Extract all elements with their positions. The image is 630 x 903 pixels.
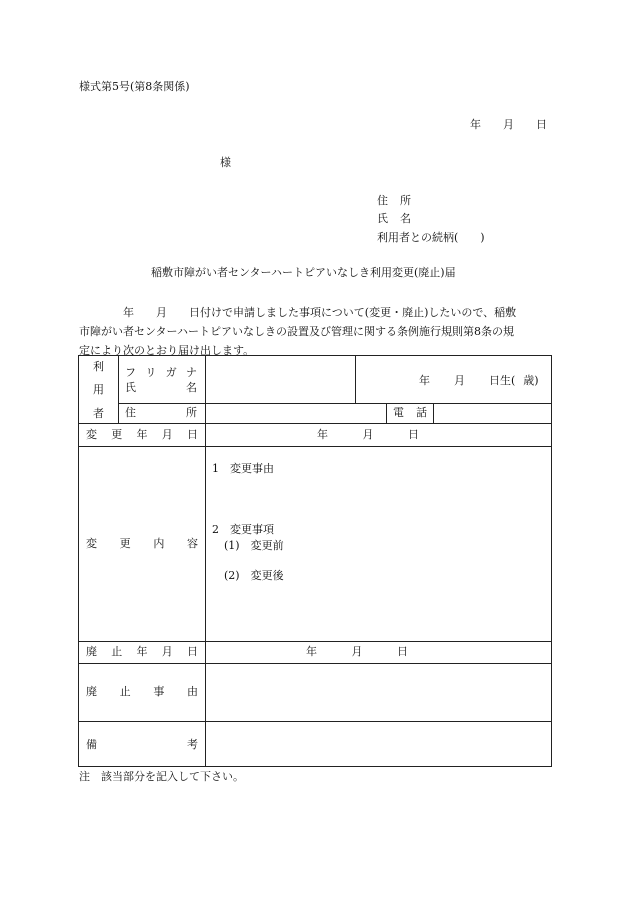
change-date-value[interactable]: 年 月 日 [317, 428, 419, 441]
date-month: 月 [503, 118, 514, 131]
change-reason-item: 1 変更事由 [212, 462, 274, 475]
user-label-char-3: 者 [93, 407, 104, 420]
recipient-suffix: 様 [220, 156, 231, 169]
abolish-date-value[interactable]: 年 月 日 [306, 645, 408, 658]
change-after-item: (2) 変更後 [224, 569, 284, 582]
form-number: 様式第5号(第8条関係) [79, 80, 190, 93]
date-day: 日 [536, 118, 547, 131]
date-year: 年 [470, 118, 481, 131]
abolish-reason-input[interactable] [206, 665, 551, 720]
change-matters-item: 2 変更事項 [212, 523, 274, 536]
user-label-char-1: 利 [93, 360, 104, 373]
document-title: 稲敷市障がい者センターハートピアいなしき利用変更(廃止)届 [151, 266, 456, 279]
furigana-label: フ リ ガ ナ [125, 366, 197, 379]
birth-date: 年 月 日生( 歳) [419, 374, 539, 387]
abolish-date-label: 廃 止 年 月 日 [86, 645, 198, 658]
footnote: 注 該当部分を記入して下さい。 [79, 770, 244, 783]
name-label: 氏 名 [125, 381, 197, 394]
abolish-reason-label: 廃 止 事 由 [86, 685, 198, 698]
address-label: 住 所 [125, 406, 197, 419]
body-paragraph: 年 月 日付けで申請しました事項について(変更・廃止)したいので、稲敷 市障がい者センターハートピアいなしきの設置及び管理に関する条例施行規則第8条の規 定により次のとおり届け出します。 [79, 306, 517, 357]
applicant-relation-label: 利用者との続柄( ) [377, 231, 485, 244]
name-input[interactable] [206, 358, 354, 402]
phone-label: 電 話 [393, 406, 427, 419]
phone-input[interactable] [434, 404, 551, 422]
remarks-label: 備 考 [86, 738, 198, 751]
change-date-label: 変 更 年 月 日 [86, 428, 198, 441]
remarks-input[interactable] [206, 723, 551, 766]
address-input[interactable] [206, 404, 385, 422]
change-before-item: (1) 変更前 [224, 539, 284, 552]
applicant-name-label: 氏 名 [377, 212, 411, 225]
user-label-char-2: 用 [93, 383, 104, 396]
change-content-label: 変 更 内 容 [86, 537, 198, 550]
date-line [470, 118, 547, 132]
applicant-address-label: 住 所 [377, 194, 411, 207]
form-table [78, 355, 552, 767]
